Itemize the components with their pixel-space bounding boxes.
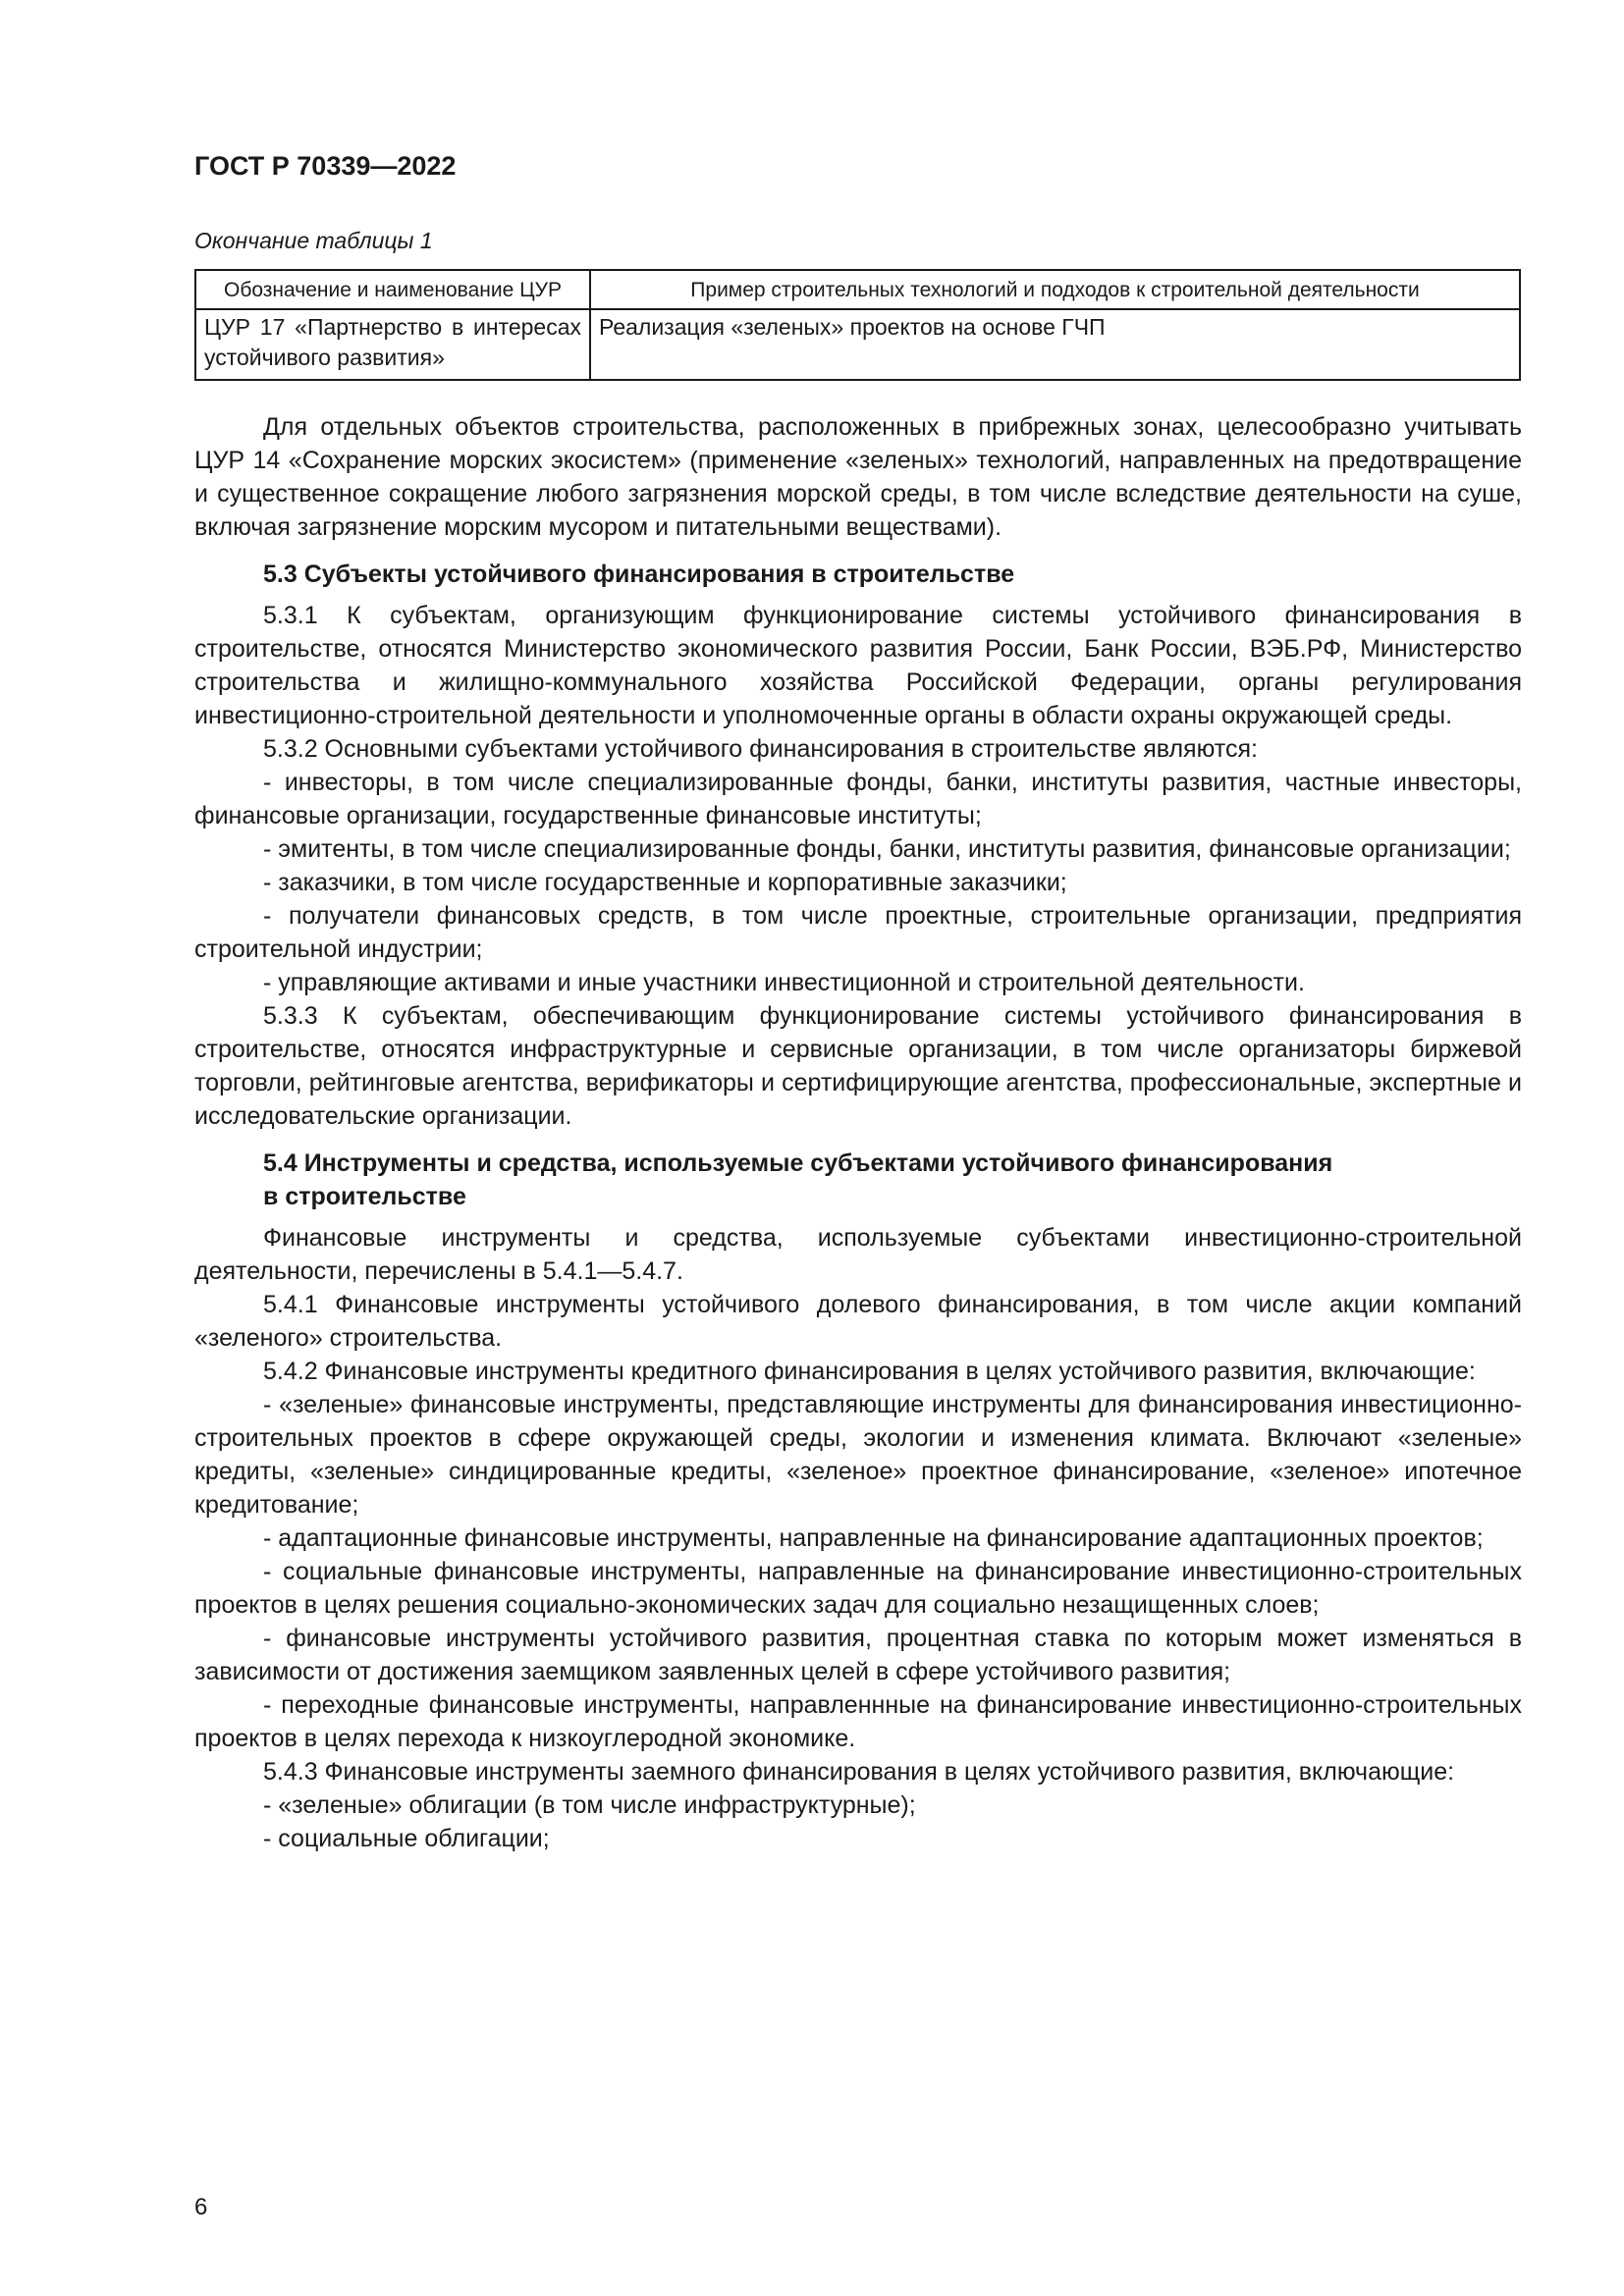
list-item: - социальные финансовые инструменты, направленные на финансирование инвестиционно-строительных проектов в целях решения социально-экономических задач для социально незащищенных слоев; [194,1558,1522,1619]
section-heading-5-4-cont: в строительстве [263,1183,466,1210]
table-row [195,309,1520,380]
list-item: - адаптационные финансовые инструменты, направленные на финансирование адаптационных проектов; [263,1524,1484,1552]
list-item: - управляющие активами и иные участники инвестиционной и строительной деятельности. [263,969,1305,996]
section-heading-5-4: 5.4 Инструменты и средства, используемые субъектами устойчивого финансирования [263,1149,1333,1177]
section-heading-5-3: 5.3 Субъекты устойчивого финансирования в строительстве [263,561,1015,588]
list-item: - «зеленые» финансовые инструменты, представляющие инструменты для финансирования инвестиционно-строительных проектов в сфере окружающей среды, экологии и изменения климата. Включают «зеленые» кредиты, «зеленые» синдицированные кредиты, «зеленое» проектное финансирование, «зеленое» ипотечное кредитование; [194,1391,1522,1519]
paragraph-5-4-2: 5.4.2 Финансовые инструменты кредитного финансирования в целях устойчивого развития, включающие: [263,1358,1476,1385]
paragraph-5-4-1: 5.4.1 Финансовые инструменты устойчивого долевого финансирования, в том числе акции компаний «зеленого» строительства. [194,1291,1522,1352]
paragraph-5-3-3: 5.3.3 К субъектам, обеспечивающим функционирование системы устойчивого финансирования в строительстве, относятся инфраструктурные и сервисные организации, в том числе организаторы биржевой торговли, рейтинговые агентства, верификаторы и сертифицирующие агентства, профессиональные, экспертные и исследовательские организации. [194,1002,1522,1130]
table-header-sdg: Обозначение и наименование ЦУР [195,270,590,309]
sdg-table [194,269,1521,381]
paragraph-intro: Для отдельных объектов строительства, расположенных в прибрежных зонах, целесообразно учитывать ЦУР 14 «Сохранение морских экосистем» (применение «зеленых» технологий, направленных на предотвращение и существенное сокращение любого загрязнения морской среды, в том числе вследствие деятельности на суше, включая загрязнение морским мусором и питательными веществами). [194,413,1522,541]
paragraph-5-3-2: 5.3.2 Основными субъектами устойчивого финансирования в строительстве являются: [263,735,1258,763]
body-text [194,410,1522,1855]
table-header-row [195,270,1520,309]
list-item: - финансовые инструменты устойчивого развития, процентная ставка по которым может изменяться в зависимости от достижения заемщиком заявленных целей в сфере устойчивого развития; [194,1625,1522,1685]
list-item: - эмитенты, в том числе специализированные фонды, банки, институты развития, финансовые организации; [263,835,1511,863]
list-item: - заказчики, в том числе государственные и корпоративные заказчики; [263,869,1067,896]
table-cell-sdg: ЦУР 17 «Партнерство в интересах устойчивого развития» [195,309,590,380]
paragraph-5-4-3: 5.4.3 Финансовые инструменты заемного финансирования в целях устойчивого развития, включающие: [263,1758,1455,1786]
table-caption: Окончание таблицы 1 [194,228,433,253]
list-item: - переходные финансовые инструменты, направленнные на финансирование инвестиционно-строительных проектов в целях перехода к низкоуглеродной экономике. [194,1691,1522,1752]
document-id: ГОСТ Р 70339—2022 [194,151,457,181]
table-header-examples: Пример строительных технологий и подходов к строительной деятельности [590,270,1520,309]
list-item: - инвесторы, в том числе специализированные фонды, банки, институты развития, частные инвесторы, финансовые организации, государственные финансовые институты; [194,769,1522,829]
paragraph-5-3-1: 5.3.1 К субъектам, организующим функционирование системы устойчивого финансирования в строительстве, относятся Министерство экономического развития России, Банк России, ВЭБ.РФ, Министерство строительства и жилищно-коммунального хозяйства Российской Федерации, органы регулирования инвестиционно-строительной деятельности и уполномоченные органы в области охраны окружающей среды. [194,602,1522,729]
list-item: - социальные облигации; [263,1825,550,1852]
list-item: - «зеленые» облигации (в том числе инфраструктурные); [263,1791,916,1819]
list-item: - получатели финансовых средств, в том числе проектные, строительные организации, предприятия строительной индустрии; [194,902,1522,963]
page-number: 6 [194,2194,208,2220]
table-cell-example: Реализация «зеленых» проектов на основе ГЧП [590,309,1520,380]
paragraph-5-4-intro: Финансовые инструменты и средства, используемые субъектами инвестиционно-строительной деятельности, перечислены в 5.4.1—5.4.7. [194,1224,1522,1285]
